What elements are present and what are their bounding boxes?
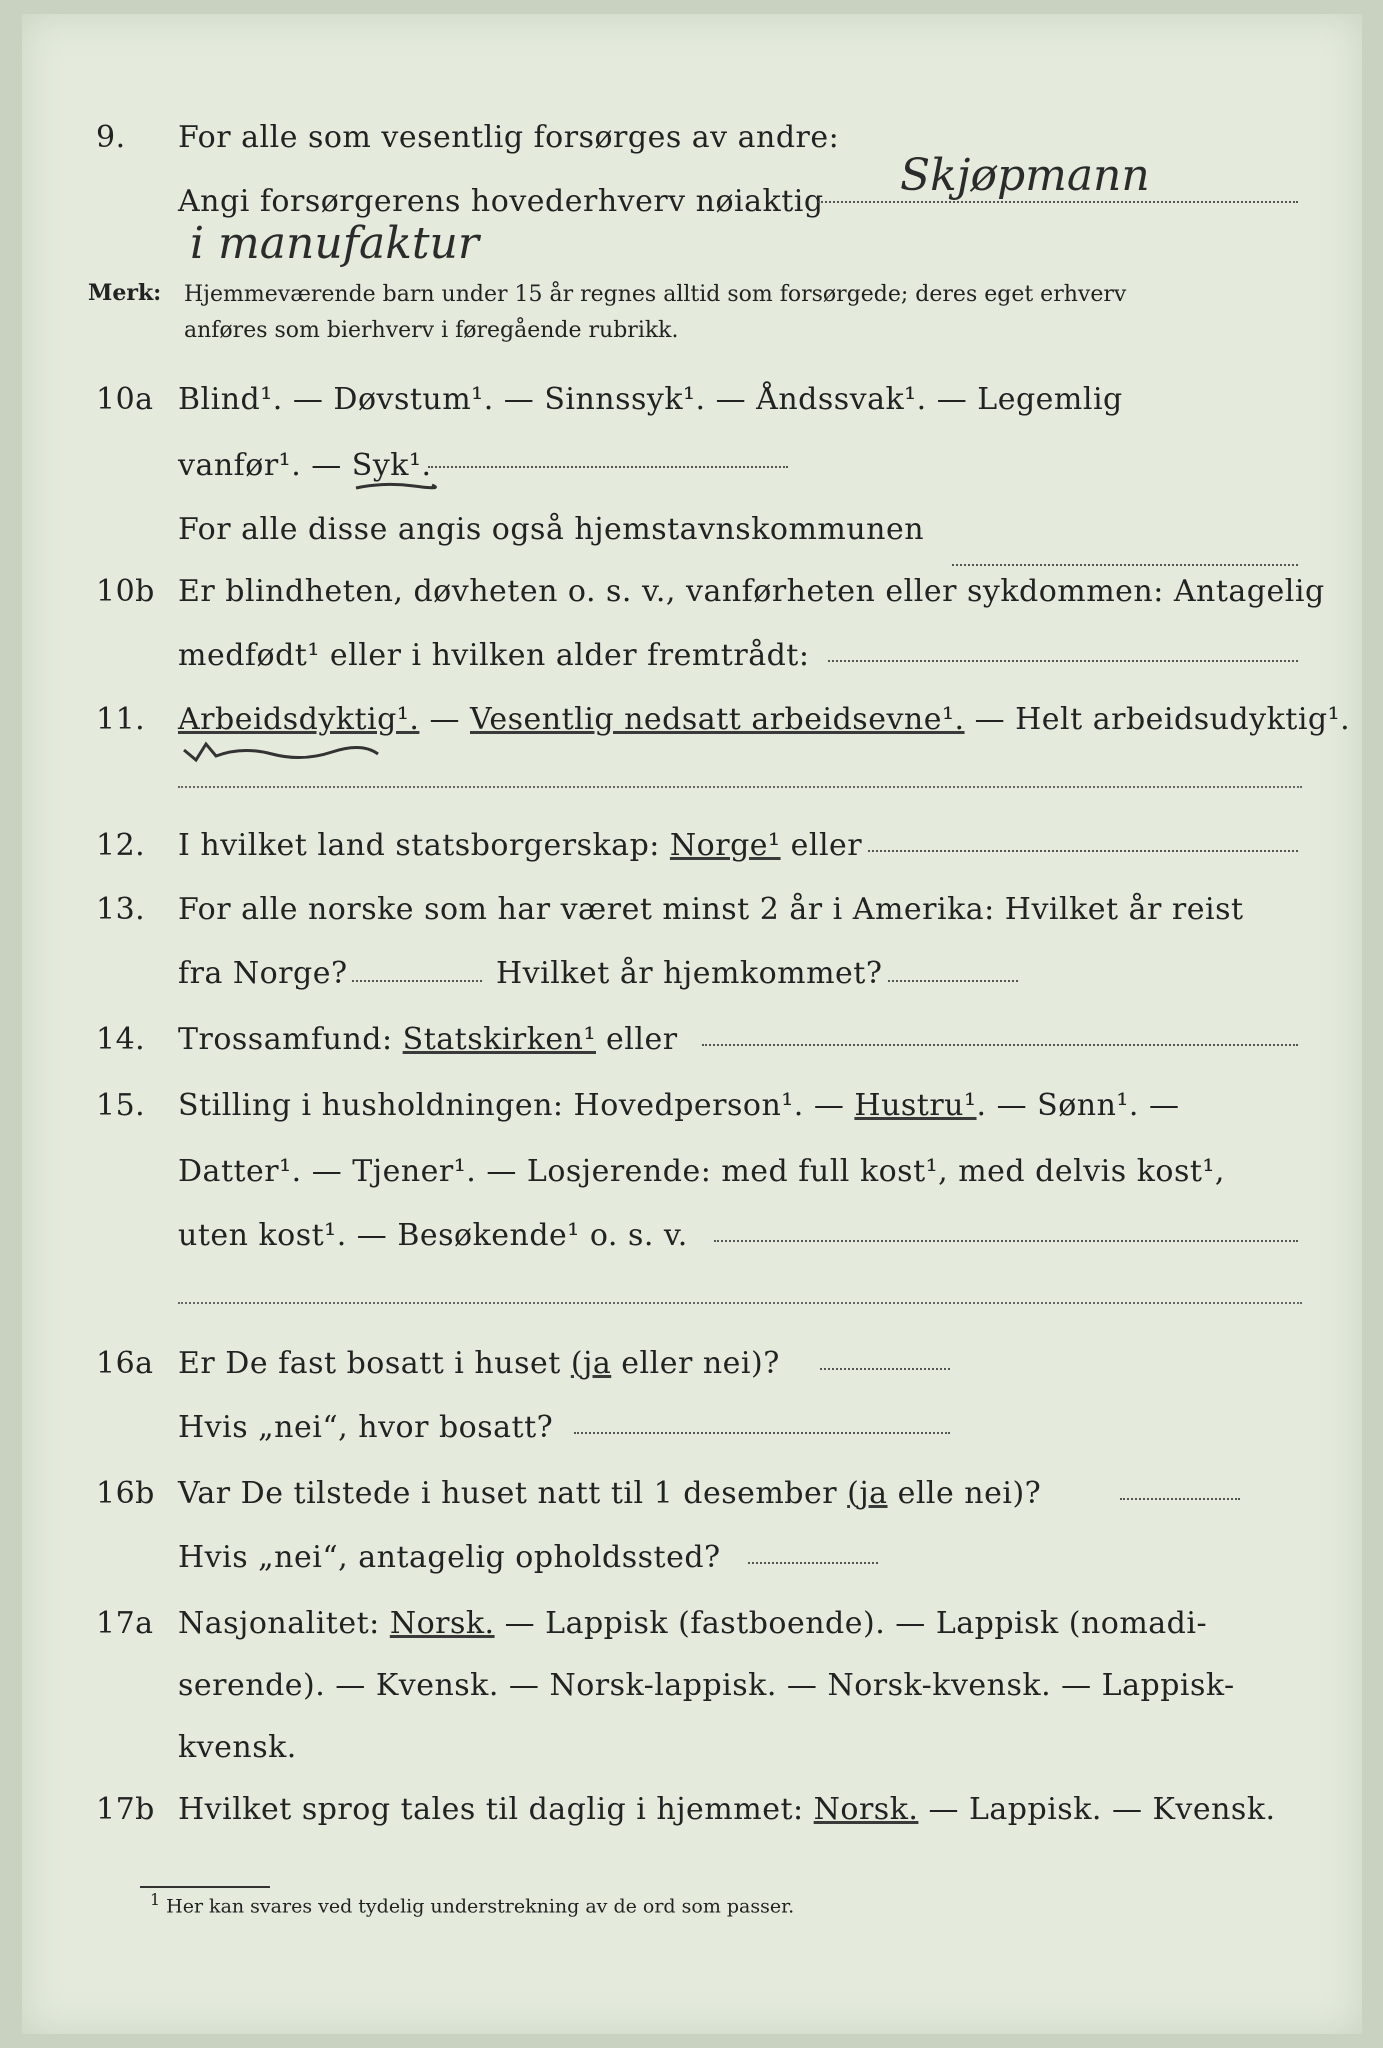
handwritten-underline — [354, 480, 434, 494]
question-number: 11. — [96, 702, 146, 737]
answer-line[interactable] — [178, 786, 1302, 788]
question-10b — [0, 562, 1383, 622]
question-number: 17b — [96, 1792, 155, 1827]
footnote-text: Her kan svares ved tydelig understrekning av de ord som passer. — [166, 1895, 795, 1918]
option-arbeidsudyktig[interactable]: Helt arbeidsudyktig¹. — [1015, 702, 1351, 737]
option-norge[interactable]: Norge¹ — [669, 828, 781, 863]
question-text: Blind¹. — Døvstum¹. — Sinnssyk¹. — Åndssvak¹. — Legemlig — [178, 382, 1123, 417]
question-number: 10b — [96, 574, 155, 609]
answer-line[interactable] — [1120, 1498, 1240, 1500]
question-14: 14. Trossamfund: Statskirken¹ eller — [96, 1022, 678, 1057]
answer-line[interactable] — [428, 466, 788, 468]
question-text: Hvis „nei“, hvor bosatt? — [178, 1410, 554, 1445]
question-15: 15. Stilling i husholdningen: Hovedperson¹. — Hustru¹. — Sønn¹. — — [96, 1088, 1180, 1123]
answer-line[interactable] — [178, 1302, 1302, 1304]
question-text: uten kost¹. — Besøkende¹ o. s. v. — [178, 1218, 688, 1253]
question-text: serende). — Kvensk. — Norsk-lappisk. — Norsk-kvensk. — Lappisk- — [178, 1668, 1235, 1703]
question-13-line2 — [0, 944, 1383, 1004]
question-text: medfødt¹ eller i hvilken alder fremtrådt: — [178, 638, 810, 673]
footnote — [150, 1890, 794, 1917]
option-ja[interactable]: (ja — [570, 1346, 612, 1381]
question-text: fra Norge? — [178, 956, 348, 991]
question-17b: 17b Hvilket sprog tales til daglig i hjemmet: Norsk. — Lappisk. — Kvensk. — [96, 1792, 1276, 1827]
option-nedsatt-arbeidsevne[interactable]: Vesentlig nedsatt arbeidsevne¹. — [469, 702, 965, 737]
question-16a-line2 — [0, 1398, 1383, 1458]
question-number: 16a — [96, 1346, 154, 1381]
answer-line[interactable] — [868, 850, 1298, 852]
question-15-line2 — [0, 1142, 1383, 1202]
answer-line[interactable] — [748, 1562, 878, 1564]
option-norsk[interactable]: Norsk. — [389, 1606, 495, 1641]
handwritten-answer: i manufaktur — [190, 218, 479, 269]
note-label: Merk: — [88, 280, 162, 306]
question-10a-line3 — [0, 500, 1383, 560]
answer-line[interactable] — [818, 201, 1298, 203]
question-text: For alle som vesentlig forsørges av andre: — [178, 120, 840, 155]
option-ja[interactable]: (ja — [847, 1476, 888, 1511]
question-number: 12. — [96, 828, 146, 863]
question-11: 11. Arbeidsdyktig¹. — Vesentlig nedsatt arbeidsevne¹. — Helt arbeidsudyktig¹. — [96, 702, 1351, 737]
answer-line[interactable] — [702, 1044, 1298, 1046]
option-arbeidsdyktig[interactable]: Arbeidsdyktig¹. — [178, 702, 420, 737]
handwritten-answer: Skjøpmann — [900, 150, 1150, 201]
question-text: For alle norske som har været minst 2 år i Amerika: Hvilket år reist — [178, 892, 1244, 927]
question-17a-line2 — [0, 1656, 1383, 1716]
question-number: 9. — [96, 120, 126, 155]
answer-line[interactable] — [888, 980, 1018, 982]
question-10b-line2 — [0, 626, 1383, 686]
footnote-marker: 1 — [150, 1890, 161, 1909]
option-hustru[interactable]: Hustru¹ — [854, 1088, 977, 1123]
answer-line[interactable] — [828, 660, 1298, 662]
question-9 — [0, 108, 1383, 168]
question-number: 16b — [96, 1476, 155, 1511]
answer-line[interactable] — [714, 1240, 1298, 1242]
answer-line[interactable] — [820, 1368, 950, 1370]
question-16b-line2 — [0, 1528, 1383, 1588]
handwritten-scribble — [182, 740, 382, 764]
question-text: Angi forsørgerens hovederhverv nøiaktig — [178, 184, 824, 219]
option-statskirken[interactable]: Statskirken¹ — [402, 1022, 596, 1057]
question-number: 17a — [96, 1606, 154, 1641]
question-16b: 16b Var De tilstede i huset natt til 1 desember (ja elle nei)? — [96, 1476, 1042, 1511]
question-17a-line3 — [0, 1718, 1383, 1778]
question-number: 10a — [96, 382, 154, 417]
note-text: Hjemmeværende barn under 15 år regnes alltid som forsørgede; deres eget erhverv — [184, 282, 1127, 307]
question-16a: 16a Er De fast bosatt i huset (ja eller nei)? — [96, 1346, 780, 1381]
note-text: anføres som bierhverv i føregående rubrikk. — [184, 318, 679, 343]
question-text: kvensk. — [178, 1730, 297, 1765]
question-text: Er blindheten, døvheten o. s. v., vanførheten eller sykdommen: Antagelig — [178, 574, 1325, 609]
footnote-rule — [140, 1886, 270, 1888]
question-number: 13. — [96, 892, 146, 927]
question-number: 15. — [96, 1088, 146, 1123]
question-17a: 17a Nasjonalitet: Norsk. — Lappisk (fastboende). — Lappisk (nomadi- — [96, 1606, 1208, 1641]
option-norsk[interactable]: Norsk. — [813, 1792, 919, 1827]
question-text: For alle disse angis også hjemstavnskommunen — [178, 512, 925, 547]
question-text: vanfør¹. — Syk¹. — [178, 448, 432, 483]
question-12: 12. I hvilket land statsborgerskap: Norge¹ eller — [96, 828, 863, 863]
question-text: Hvilket år hjemkommet? — [496, 956, 883, 991]
question-number: 14. — [96, 1022, 146, 1057]
question-text: Hvis „nei“, antagelig opholdssted? — [178, 1540, 721, 1575]
answer-line[interactable] — [574, 1432, 950, 1434]
question-10a — [0, 370, 1383, 430]
answer-line[interactable] — [352, 980, 482, 982]
question-13 — [0, 880, 1383, 940]
question-text: Datter¹. — Tjener¹. — Losjerende: med full kost¹, med delvis kost¹, — [178, 1154, 1225, 1189]
question-15-line3 — [0, 1206, 1383, 1266]
